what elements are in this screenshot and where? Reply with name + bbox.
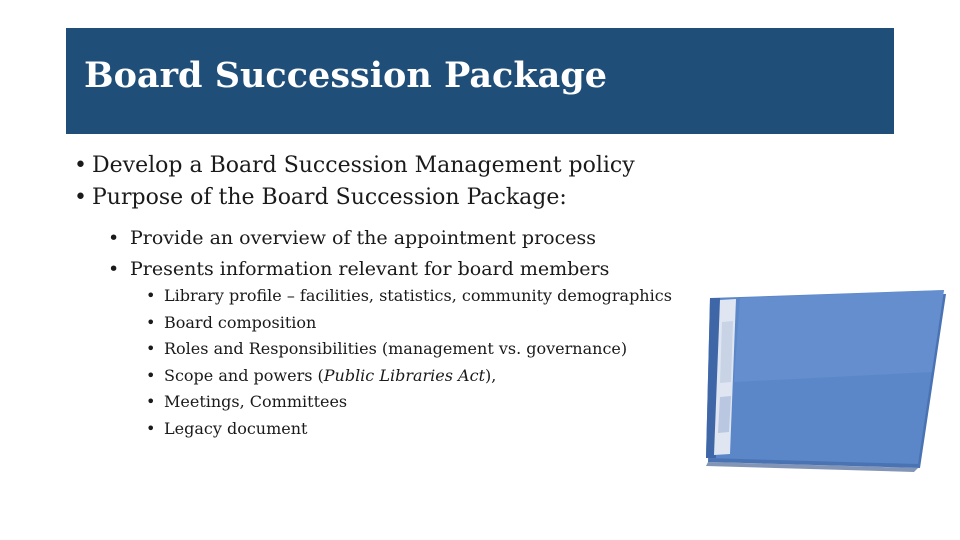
detail-bullet-item bbox=[146, 363, 672, 390]
sub-bullet-list bbox=[108, 223, 609, 285]
detail-bullet-item: • Legacy document bbox=[146, 416, 672, 443]
spine-label-text-area bbox=[720, 321, 733, 383]
detail-bullet-list bbox=[146, 283, 672, 442]
bullet-item: • Develop a Board Succession Management policy bbox=[72, 150, 635, 182]
sub-bullet-item: • Provide an overview of the appointment process bbox=[108, 223, 609, 254]
title-bar bbox=[66, 28, 894, 134]
detail-text: ), bbox=[485, 365, 497, 385]
detail-bullet-item: • Roles and Responsibilities (management vs. governance) bbox=[146, 336, 672, 363]
sub-bullet-item: • Presents information relevant for board members bbox=[108, 254, 609, 285]
act-name: Public Libraries Act bbox=[323, 365, 485, 385]
binder-image bbox=[700, 282, 952, 472]
detail-bullet-item: • Board composition bbox=[146, 310, 672, 337]
detail-bullet-item: • Library profile – facilities, statistics, community demographics bbox=[146, 283, 672, 310]
detail-text: Scope and powers ( bbox=[164, 365, 324, 385]
detail-bullet-item: • Meetings, Committees bbox=[146, 389, 672, 416]
spine-label-box bbox=[718, 396, 731, 433]
bullet-item: • Purpose of the Board Succession Package: bbox=[72, 182, 635, 214]
slide-title: Board Succession Package bbox=[84, 55, 608, 96]
main-bullet-list bbox=[72, 150, 635, 214]
binder-highlight bbox=[734, 290, 944, 382]
